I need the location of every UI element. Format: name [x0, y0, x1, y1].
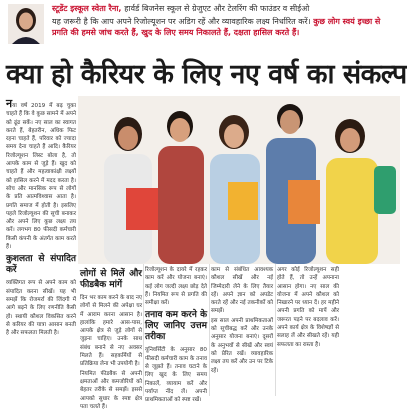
- article-column-5: [277, 266, 339, 396]
- article-intro: [52, 16, 396, 38]
- article-column-4: [211, 266, 273, 396]
- article-column-1: [6, 97, 76, 396]
- subheading-reduce-stress: तनाव कम करने के लिए जानिए उत्तम तरीका: [145, 310, 207, 343]
- column-4-para-1: काम से संबंधित आवश्यक कौशल सीखें और नई जिम्मेदारी लेने के लिए तैयार रहें। अपने ज्ञान को अपडेट करते रहें और नई तकनीकों को समझें।: [211, 267, 273, 315]
- column-2-para-1: दिन भर काम करने के बाद नए लोगों से मिलने की अपेक्षा घर में आराम करना आसान है। हालांकि हमारे आस-पास, आपके क्षेत्र से जुड़े लोगों से जुड़ना चाहिए। उनके साथ संबंध बनाने से नए अवसर मिलते हैं। सहकर्मियों से प्रतिक्रिया लेना भी उपयोगी है।: [80, 295, 142, 368]
- article-header: [0, 0, 400, 50]
- column-1-para-2: व्यक्तिगत रूप से अपने काम को संपादित करना सीखें। यह भी समझें कि रोजमर्रा की जिंदगी में आगे बढ़ने के लिए रणनीति कैसी हो। स्थायी कौशल विकसित करने से करियर की यात्रा आसान बनती है और सफलता मिलती है।: [6, 280, 76, 337]
- column-2-para-2: नियमित फीडबैक से अपनी क्षमताओं और कमजोरियों को बेहतर तरीके से समझें। इससे आपको सुधार के स्पष्ट क्षेत्र पता चलते हैं।: [80, 370, 142, 410]
- article-headline: क्या हो कैरियर के लिए नए वर्ष का संकल्प: [6, 59, 407, 90]
- column-5-para-1: अगर कोई रिजोल्यूशन सही होते हैं, तो उन्हें अपनाना आसान होगा। नए साल की योजना में अपने कौशल को निखारने पर ध्यान दें। हर महीने अपनी प्रगति को मापें और जरूरत पड़ने पर बदलाव करें। अपने कार्य क्षेत्र के विशेषज्ञों से सलाह लें और सीखते रहें। यही सफलता का रास्ता है।: [277, 267, 339, 348]
- author-photo: [8, 4, 44, 44]
- subheading-edit-skillfully: कुशलता से संपादित करें: [6, 254, 76, 276]
- article-kicker: [52, 3, 309, 14]
- column-4-para-2: इस साल अपनी प्राथमिकताओं को सूचीबद्ध करें और उनके अनुसार योजना बनाएं। दूसरों के अनुभवों से सीखें और स्वयं को प्रेरित रखें। व्यावहारिक लक्ष्य तय करें और उन पर टिके रहें।: [211, 317, 273, 374]
- article-column-3: [145, 266, 207, 404]
- column-3-para-1: रिजोल्यूशन के दायरे में रहकर काम करें और योजना बनाएं। कई लोग जल्दी लक्ष्य छोड़ देते हैं। नियमित रूप से प्रगति की समीक्षा करें।: [145, 267, 207, 307]
- subheading-meet-people: लोगों से मिलें और फीडबैक मांगें: [80, 269, 142, 290]
- intro-highlight: कुछ लोग स्वयं इच्छा से प्रगति की हमसे जांच करते हैं, खुद के लिए समय निकालते हैं, दक्षता हासिल करते हैं।: [52, 17, 381, 37]
- intro-text: यह जरूरी है कि आप अपने रिजोल्यूशन पर अडिग रहें और व्यावहारिक लक्ष्य निर्धारित करें।: [52, 17, 314, 26]
- column-divider: [143, 264, 144, 396]
- author-name: स्वेता रैना,: [91, 4, 122, 13]
- column-1-para-1: [6, 97, 76, 251]
- students-group-image: [78, 96, 400, 264]
- column-brand: स्टूडेंट इस्कूल: [52, 4, 89, 13]
- article-photo: [78, 96, 400, 264]
- column-divider: [209, 264, 210, 396]
- column-3-para-2: यूनिवर्सिटी के अनुसार 80 फीसदी कर्मचारी काम के तनाव से जूझते हैं। तनाव घटाने के लिए खुद के लिए समय निकालें, व्यायाम करें और पर्याप्त नींद लें। अपनी प्राथमिकताओं को स्पष्ट रखें।: [145, 347, 207, 404]
- column-1-text-1: या वर्ष 2019 में बढ़ चुका चाहते हैं कि वे कुछ सामने में अपने को ढूंढ सकें। नए साल का स्वागत करते हैं, बेहतरीन, अधिक फिट रहना चाहते हैं, परिवार को ज्यादा समय देना चाहते हैं आदि। कैरियर रिजोल्यूशन लिस्ट बोला है, तो आपके काम से जुड़े हैं। खुद को चाहते हैं और महत्वाकांक्षी लक्ष्यों को हासिल करने में मदद करता है। सोच और मानसिक रूप से लोगों के प्रति आत्मविश्वास आता है। प्रगति समाज में होती है। इसलिए पहले रिजोल्यूशन की सूची बनाकर और अपने लिए कुछ लक्ष्य तय करें। लगभग 80 फीसदी कर्मचारी किसी कंपनी के अंतर्गत काम करते हैं।: [6, 103, 76, 251]
- author-role: हार्वर्ड बिजनेस स्कूल से ग्रेजुएट और टेलरिंग की फाउंडर व सीईओ: [124, 4, 310, 13]
- drop-cap: न: [6, 97, 13, 110]
- author-portrait-icon: [8, 4, 44, 44]
- article-column-2: [80, 266, 142, 410]
- column-divider: [275, 264, 276, 396]
